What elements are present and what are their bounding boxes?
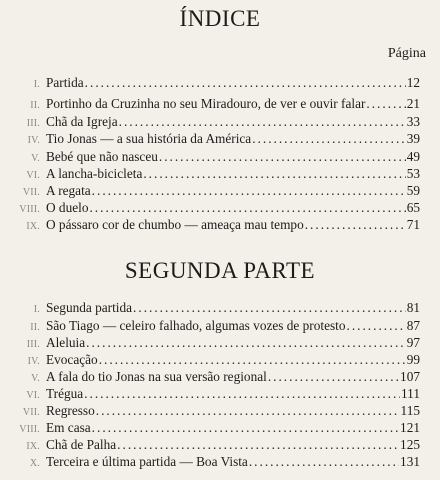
- toc-entry: [0, 436, 440, 453]
- chapter-page: 39: [406, 131, 420, 146]
- toc-entry: [0, 334, 440, 351]
- leader-dots: [159, 148, 406, 165]
- chapter-number: VI.: [26, 170, 40, 181]
- chapter-page: 121: [400, 420, 420, 435]
- chapter-number: VII.: [22, 187, 40, 198]
- chapter-number: IV.: [27, 135, 40, 146]
- chapter-number: X.: [29, 458, 40, 469]
- leader-dots: [92, 182, 406, 199]
- chapter-number: IX.: [26, 221, 40, 232]
- chapter-number: V.: [31, 373, 40, 384]
- chapter-number: VIII.: [19, 204, 40, 215]
- chapter-page: 87: [406, 318, 420, 333]
- leader-dots: [252, 130, 405, 147]
- chapter-page: 125: [400, 437, 420, 452]
- leader-dots: [347, 317, 406, 334]
- page-column-label: Página: [387, 46, 426, 61]
- second-part-title: SEGUNDA PARTE: [124, 258, 316, 283]
- chapter-page: 71: [406, 217, 420, 232]
- chapter-title: A fala do tio Jonas na sua versão regional: [46, 369, 267, 384]
- toc-entry: [0, 299, 440, 316]
- chapter-page: 21: [406, 96, 420, 111]
- toc-entry: [0, 148, 440, 165]
- chapter-title: Portinho da Cruzinha no seu Miradouro, de ver e ouvir falar: [46, 96, 366, 111]
- leader-dots: [85, 74, 406, 91]
- chapter-title: Tio Jonas — a sua história da América: [46, 131, 252, 146]
- toc-entry: [0, 74, 440, 91]
- leader-dots: [96, 402, 400, 419]
- chapter-title: Bebé que não nasceu: [46, 149, 158, 164]
- chapter-number: IX.: [26, 441, 40, 452]
- chapter-page: 65: [406, 200, 420, 215]
- chapter-title: Segunda partida: [46, 300, 133, 315]
- leader-dots: [143, 165, 405, 182]
- chapter-page: 33: [406, 114, 420, 129]
- chapter-page: 111: [401, 386, 420, 401]
- chapter-title: Evocação: [46, 352, 98, 367]
- chapter-title: Partida: [46, 75, 84, 90]
- chapter-title: A lancha-bicicleta: [46, 166, 143, 181]
- leader-dots: [268, 368, 399, 385]
- chapter-page: 59: [406, 183, 420, 198]
- chapter-title: Terceira e última partida — Boa Vista: [46, 454, 248, 469]
- chapter-page: 81: [406, 300, 420, 315]
- chapter-number: VIII.: [19, 424, 40, 435]
- chapter-page: 49: [406, 149, 420, 164]
- chapter-number: IV.: [27, 356, 40, 367]
- index-title: ÍNDICE: [179, 6, 261, 31]
- chapter-title: Aleluia: [46, 335, 86, 350]
- chapter-page: 97: [406, 335, 420, 350]
- leader-dots: [92, 419, 399, 436]
- toc-entry: [0, 182, 440, 199]
- chapter-page: 115: [400, 403, 420, 418]
- chapter-title: Chã de Palha: [46, 437, 117, 452]
- leader-dots: [133, 299, 406, 316]
- toc-entry: [0, 216, 440, 233]
- chapter-number: VII.: [22, 407, 40, 418]
- leader-dots: [117, 436, 399, 453]
- toc-entry: [0, 419, 440, 436]
- leader-dots: [305, 216, 406, 233]
- chapter-title: A regata: [46, 183, 91, 198]
- leader-dots: [119, 113, 406, 130]
- toc-entry: [0, 165, 440, 182]
- toc-entry: [0, 95, 440, 112]
- chapter-number: V.: [31, 153, 40, 164]
- chapter-title: Trégua: [46, 386, 84, 401]
- toc-entry: [0, 113, 440, 130]
- toc-entry: [0, 402, 440, 419]
- leader-dots: [99, 351, 406, 368]
- chapter-title: Em casa: [46, 420, 91, 435]
- chapter-number: II.: [30, 100, 40, 111]
- chapter-number: I.: [33, 79, 40, 90]
- leader-dots: [89, 199, 405, 216]
- chapter-number: III.: [26, 339, 40, 350]
- toc-entry: [0, 317, 440, 334]
- toc-entry: [0, 199, 440, 216]
- toc-entry: [0, 130, 440, 147]
- leader-dots: [249, 453, 399, 470]
- chapter-page: 107: [400, 369, 420, 384]
- chapter-page: 53: [406, 166, 420, 181]
- chapter-page: 99: [406, 352, 420, 367]
- chapter-title: São Tiago — celeiro falhado, algumas vozes de protesto: [46, 318, 346, 333]
- chapter-page: 12: [406, 75, 420, 90]
- chapter-page: 131: [400, 454, 420, 469]
- chapter-number: VI.: [26, 390, 40, 401]
- leader-dots: [366, 95, 405, 112]
- chapter-number: I.: [33, 304, 40, 315]
- chapter-number: III.: [26, 118, 40, 129]
- chapter-title: Regresso: [46, 403, 95, 418]
- chapter-number: II.: [30, 322, 40, 333]
- toc-entry: [0, 351, 440, 368]
- chapter-title: Chã da Igreja: [46, 114, 118, 129]
- chapter-title: O pássaro cor de chumbo — ameaça mau tempo: [46, 217, 304, 232]
- toc-entry: [0, 453, 440, 470]
- leader-dots: [84, 385, 400, 402]
- chapter-title: O duelo: [46, 200, 89, 215]
- leader-dots: [86, 334, 406, 351]
- toc-entry: [0, 385, 440, 402]
- toc-entry: [0, 368, 440, 385]
